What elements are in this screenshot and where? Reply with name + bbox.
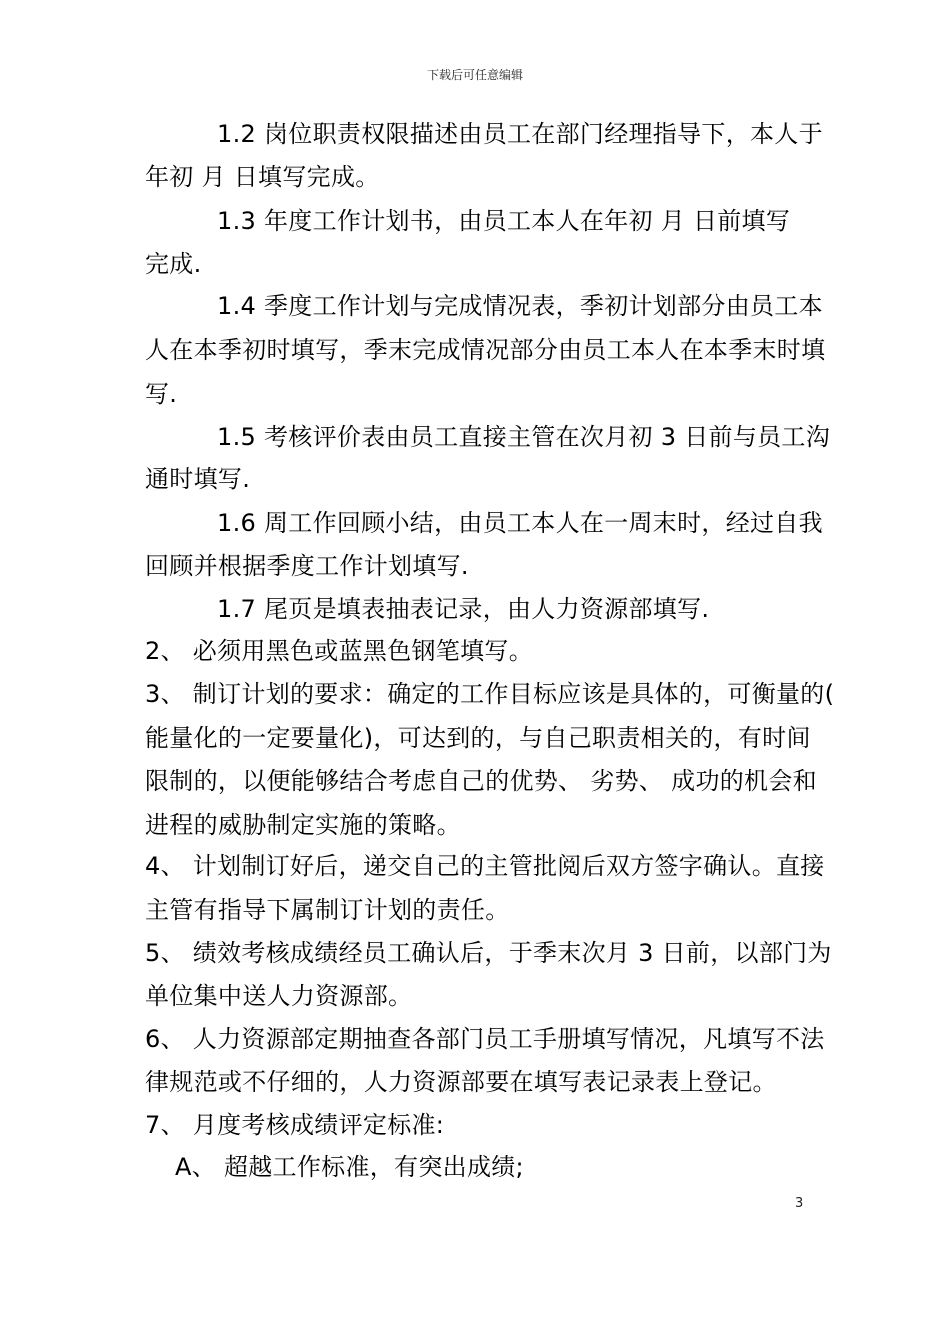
body-line: 进程的威胁制定实施的策略。: [145, 811, 461, 839]
body-line: 完成.: [145, 250, 202, 278]
body-line: 通时填写.: [145, 465, 251, 493]
body-line: 1.5 考核评价表由员工直接主管在次月初 3 日前与员工沟: [217, 423, 831, 451]
body-line: 年初 月 日填写完成。: [145, 163, 380, 191]
body-line: 单位集中送人力资源部。: [145, 982, 413, 1010]
body-line: 1.4 季度工作计划与完成情况表，季初计划部分由员工本: [217, 292, 823, 320]
body-line: 2、 必须用黑色或蓝黑色钢笔填写。: [145, 637, 533, 665]
page-number: 3: [795, 1196, 804, 1211]
body-line: 4、 计划制订好后，递交自己的主管批阅后双方签字确认。直接: [145, 852, 825, 880]
body-line: 回顾并根据季度工作计划填写.: [145, 552, 469, 580]
body-line: 1.2 岗位职责权限描述由员工在部门经理指导下，本人于: [217, 120, 823, 148]
page-header: 下载后可任意编辑: [426, 68, 523, 82]
body-line: 1.6 周工作回顾小结，由员工本人在一周末时，经过自我: [217, 509, 823, 537]
body-line: 律规范或不仔细的，人力资源部要在填写表记录表上登记。: [145, 1068, 777, 1096]
body-line: 7、 月度考核成绩评定标准:: [145, 1111, 445, 1139]
body-line: 6、 人力资源部定期抽查各部门员工手册填写情况，凡填写不法: [145, 1025, 825, 1053]
body-line: 人在本季初时填写，季末完成情况部分由员工本人在本季末时填: [145, 336, 826, 364]
body-line: 1.3 年度工作计划书，由员工本人在年初 月 日前填写: [217, 207, 791, 235]
body-line: 限制的，以便能够结合考虑自己的优势、 劣势、 成功的机会和: [145, 767, 817, 795]
body-line: 1.7 尾页是填表抽表记录，由人力资源部填写.: [217, 595, 710, 623]
body-line: 能量化的一定要量化)，可达到的，与自己职责相关的，有时间: [145, 724, 811, 752]
body-line: 写.: [145, 380, 178, 408]
body-line: 主管有指导下属制订计划的责任。: [145, 896, 510, 924]
body-line: A、 超越工作标准，有突出成绩;: [175, 1153, 524, 1181]
body-line: 5、 绩效考核成绩经员工确认后，于季末次月 3 日前，以部门为: [145, 939, 832, 967]
body-line: 3、 制订计划的要求：确定的工作目标应该是具体的，可衡量的(: [145, 680, 835, 708]
